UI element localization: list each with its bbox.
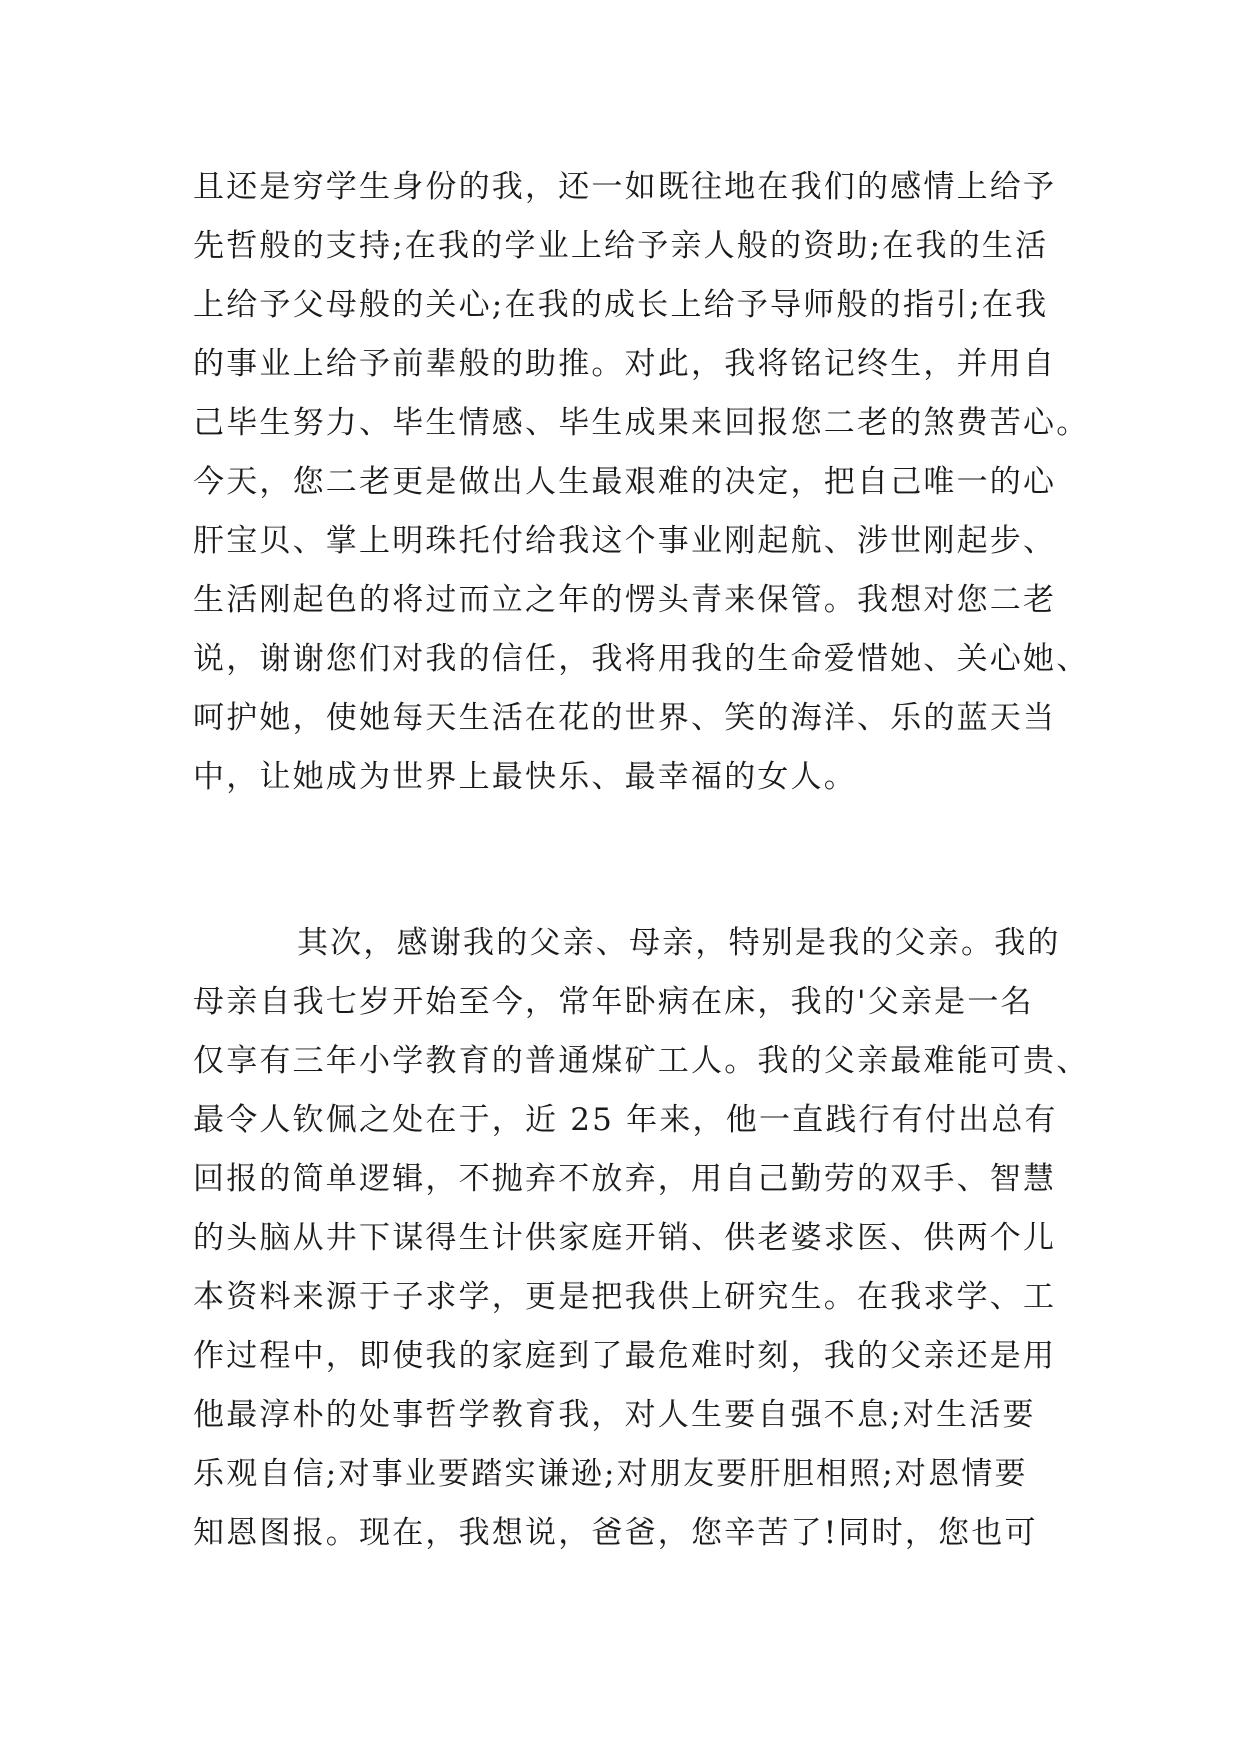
text-line: 生活刚起色的将过而立之年的愣头青来保管。我想对您二老 xyxy=(193,582,1057,618)
text-line-indented: 其次，感谢我的父亲、母亲，特别是我的父亲。我的 xyxy=(297,925,1061,961)
text-line: 仅享有三年小学教育的普通煤矿工人。我的父亲最难能可贵、 xyxy=(193,1043,1090,1079)
text-line: 说，谢谢您们对我的信任，我将用我的生命爱惜她、关心她、 xyxy=(193,641,1090,677)
text-line: 上给予父母般的关心;在我的成长上给予导师般的指引;在我 xyxy=(193,287,1049,323)
text-line: 己毕生努力、毕生情感、毕生成果来回报您二老的煞费苦心。 xyxy=(193,405,1090,441)
text-line: 最令人钦佩之处在于，近 25 年来，他一直践行有付出总有 xyxy=(193,1102,1058,1138)
text-line: 作过程中，即使我的家庭到了最危难时刻，我的父亲还是用 xyxy=(193,1338,1057,1374)
text-line: 先哲般的支持;在我的学业上给予亲人般的资助;在我的生活 xyxy=(193,228,1049,264)
text-line: 母亲自我七岁开始至今，常年卧病在床，我的'父亲是一名 xyxy=(193,984,1034,1020)
text-line: 知恩图报。现在，我想说，爸爸，您辛苦了!同时，您也可 xyxy=(193,1515,1038,1551)
paragraph-2 xyxy=(193,914,1090,1563)
text-line: 肝宝贝、掌上明珠托付给我这个事业刚起航、涉世刚起步、 xyxy=(193,523,1057,559)
text-line: 乐观自信;对事业要踏实谦逊;对朋友要肝胆相照;对恩情要 xyxy=(193,1456,1028,1492)
text-line: 回报的简单逻辑，不抛弃不放弃，用自己勤劳的双手、智慧 xyxy=(193,1161,1057,1197)
text-line: 今天，您二老更是做出人生最艰难的决定，把自己唯一的心 xyxy=(193,464,1057,500)
paragraph-1 xyxy=(193,158,1090,807)
text-line: 的头脑从井下谋得生计供家庭开销、供老婆求医、供两个儿 xyxy=(193,1220,1057,1256)
text-line: 中，让她成为世界上最快乐、最幸福的女人。 xyxy=(193,759,857,795)
text-line: 呵护她，使她每天生活在花的世界、笑的海洋、乐的蓝天当 xyxy=(193,700,1057,736)
text-line: 他最淳朴的处事哲学教育我，对人生要自强不息;对生活要 xyxy=(193,1397,1036,1433)
text-line: 的事业上给予前辈般的助推。对此，我将铭记终生，并用自 xyxy=(193,346,1057,382)
text-line: 且还是穷学生身份的我，还一如既往地在我们的感情上给予 xyxy=(193,169,1057,205)
text-line: 本资料来源于子求学，更是把我供上研究生。在我求学、工 xyxy=(193,1279,1057,1315)
